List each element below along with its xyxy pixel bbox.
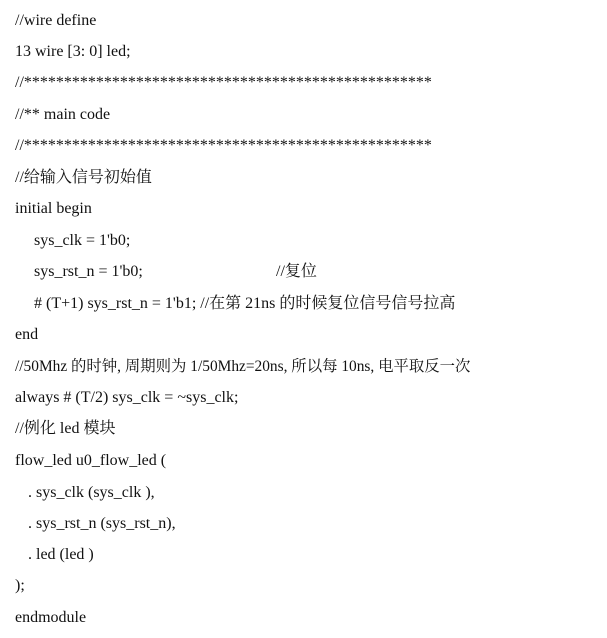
code-line-separator-top: //*************************************************** xyxy=(15,74,432,91)
code-line-main-code-comment: //** main code xyxy=(15,106,111,123)
code-line-endmodule: endmodule xyxy=(15,609,87,626)
code-line-close-paren: ); xyxy=(15,577,25,594)
code-line-end: end xyxy=(15,326,39,343)
code-line-always-clock: always # (T/2) sys_clk = ~sys_clk; xyxy=(15,389,239,406)
code-line-port-sys-clk: . sys_clk (sys_clk ), xyxy=(28,484,155,501)
code-line-module-instance: flow_led u0_flow_led ( xyxy=(15,452,167,469)
code-line-clock-comment: //50Mhz 的时钟, 周期则为 1/50Mhz=20ns, 所以每 10ns, 电平取反一次 xyxy=(15,358,471,375)
code-line-sys-rst-init: sys_rst_n = 1'b0; xyxy=(34,263,143,280)
code-line-reset-comment: //复位 xyxy=(276,263,317,280)
code-line-init-comment: //给输入信号初始值 xyxy=(15,169,152,186)
code-line-instance-comment: //例化 led 模块 xyxy=(15,420,116,437)
code-line-sys-clk-init: sys_clk = 1'b0; xyxy=(34,232,131,249)
code-line-initial-begin: initial begin xyxy=(15,200,92,217)
code-line-reset-release: # (T+1) sys_rst_n = 1'b1; //在第 21ns 的时候复位信号信号拉高 xyxy=(34,295,456,312)
code-line-wire-led: 13 wire [3: 0] led; xyxy=(15,43,131,60)
code-line-port-led: . led (led ) xyxy=(28,546,94,563)
code-line-separator-bottom: //*************************************************** xyxy=(15,137,432,154)
code-line-port-sys-rst: . sys_rst_n (sys_rst_n), xyxy=(28,515,176,532)
code-line-wire-define-comment: //wire define xyxy=(15,12,97,29)
